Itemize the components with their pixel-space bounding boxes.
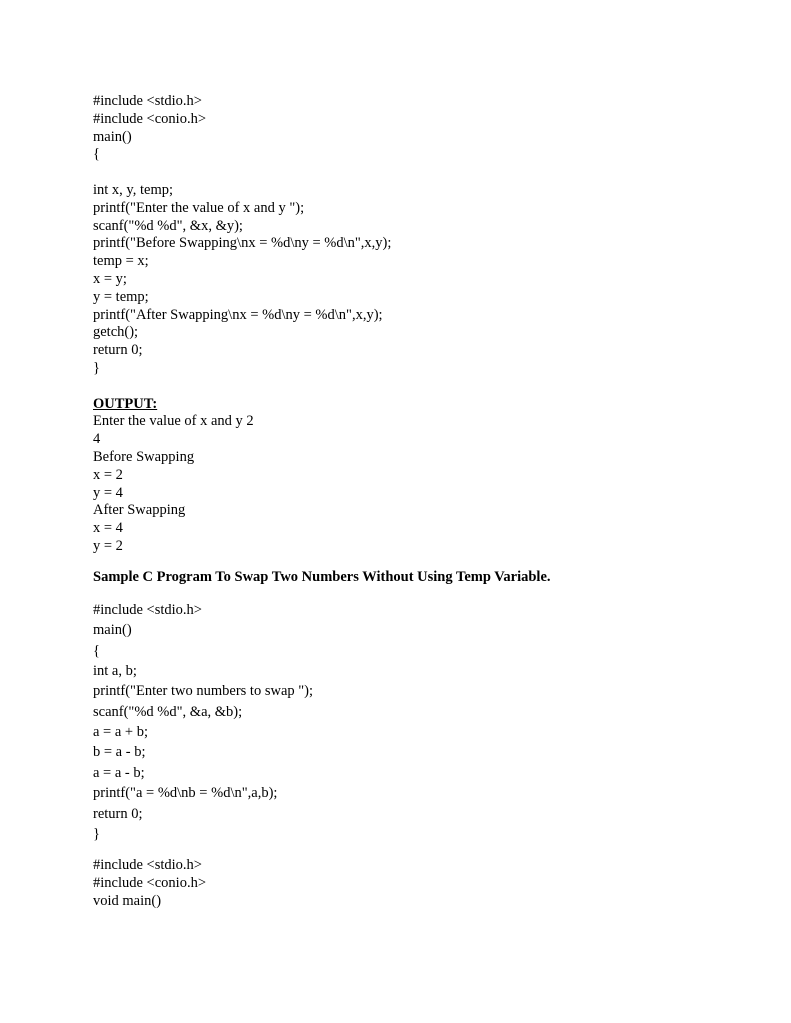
code-line: #include <conio.h> (93, 875, 206, 892)
section-heading: Sample C Program To Swap Two Numbers Without Using Temp Variable. (93, 568, 551, 585)
code-line: main() (93, 622, 132, 639)
spacer (93, 378, 753, 396)
document-page (93, 93, 753, 911)
output-line: x = 2 (93, 466, 123, 483)
code-line: return 0; (93, 805, 143, 822)
output-line: y = 2 (93, 537, 123, 554)
code-line: scanf("%d %d", &x, &y); (93, 217, 243, 234)
code-line: main() (93, 128, 132, 145)
code-line: printf("Enter two numbers to swap "); (93, 683, 314, 700)
output-line: x = 4 (93, 520, 123, 537)
code-line: scanf("%d %d", &a, &b); (93, 703, 243, 720)
program1-code (93, 93, 753, 378)
code-line: { (93, 642, 100, 659)
code-line: #include <stdio.h> (93, 857, 202, 874)
output-line: After Swapping (93, 502, 186, 519)
code-line: a = a - b; (93, 764, 145, 781)
output-line: Before Swapping (93, 448, 195, 465)
code-line: int x, y, temp; (93, 181, 174, 198)
code-line: } (93, 826, 100, 843)
code-line: printf("a = %d\nb = %d\n",a,b); (93, 785, 278, 802)
code-line: { (93, 146, 100, 163)
code-line: void main() (93, 893, 162, 909)
output-line: y = 4 (93, 484, 123, 501)
code-line: int a, b; (93, 662, 137, 679)
output-line: 4 (93, 431, 101, 448)
code-line: temp = x; (93, 253, 149, 270)
code-line: #include <conio.h> (93, 110, 206, 127)
output-heading: OUTPUT: (93, 395, 158, 412)
code-line: y = temp; (93, 288, 149, 305)
code-line: #include <stdio.h> (93, 601, 202, 618)
code-line: getch(); (93, 324, 139, 341)
output-block (93, 396, 753, 556)
code-line: a = a + b; (93, 724, 149, 741)
output-line: Enter the value of x and y 2 (93, 413, 254, 430)
code-line: printf("Before Swapping\nx = %d\ny = %d\n",x,y); (93, 235, 392, 252)
code-line (93, 164, 753, 182)
spacer (93, 844, 753, 857)
program2-code (93, 600, 753, 845)
code-line: printf("After Swapping\nx = %d\ny = %d\n",x,y); (93, 306, 383, 323)
code-line: x = y; (93, 270, 127, 287)
code-line: } (93, 359, 100, 376)
code-line: #include <stdio.h> (93, 93, 202, 109)
program3-code (93, 857, 753, 910)
code-line: printf("Enter the value of x and y "); (93, 199, 305, 216)
code-line: return 0; (93, 342, 143, 359)
code-line: b = a - b; (93, 744, 146, 761)
